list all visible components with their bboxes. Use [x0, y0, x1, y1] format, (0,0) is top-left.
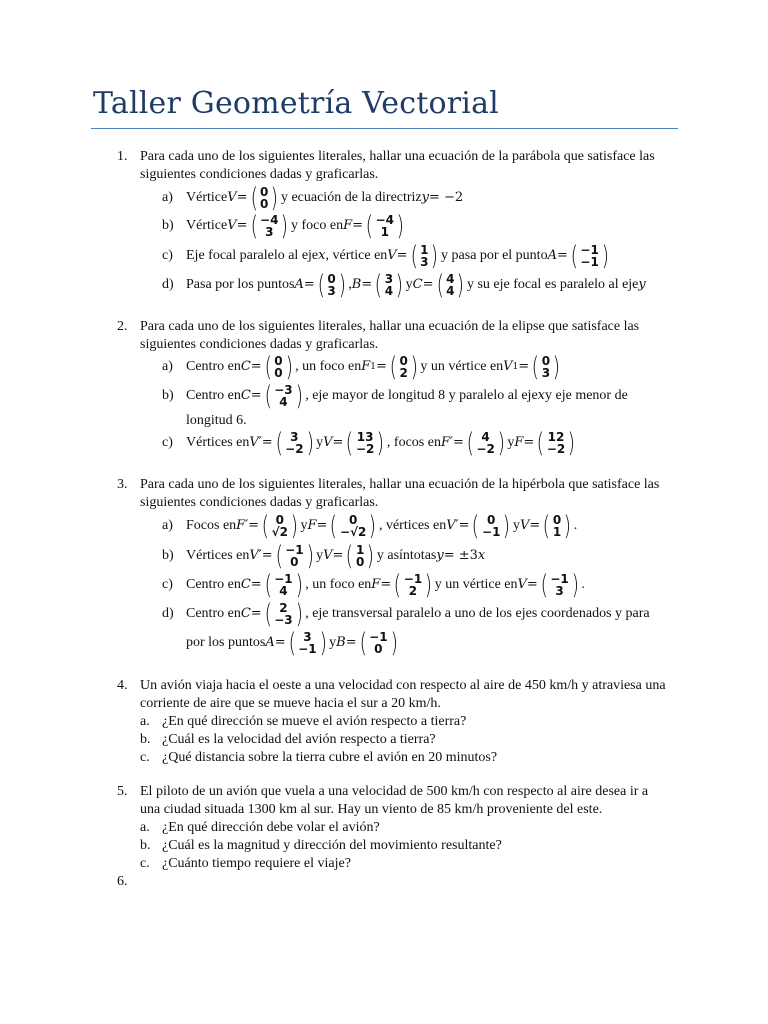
problem-5-item-a: ¿En qué dirección debe volar el avión?	[162, 820, 380, 835]
problem-5-item-b: ¿Cuál es la magnitud y dirección del movimiento resultante?	[162, 838, 502, 853]
vector: ( 2 −3 )	[264, 598, 303, 630]
vector: ( −1 3 )	[540, 569, 579, 601]
vector: ( 0 2 )	[389, 351, 418, 383]
problem-4-item-b-label: b.	[140, 732, 151, 747]
vector: ( −1 −1 )	[570, 240, 609, 272]
problem-1-item-d: d) Pasa por los puntos A = ( 0 3 ) , B = ( 3 4 ) y C = ( 4 4 ) y su eje focal es paralelo al eje y	[162, 269, 646, 301]
vector: ( −1 2 )	[393, 569, 433, 601]
item-label: b)	[162, 548, 174, 563]
problem-2-item-a: a) Centro en C = ( 0 0 ) , un foco en F 1 = ( 0 2 ) y un vértice en V 1 = ( 0 3 )	[162, 351, 561, 383]
vector: ( −1 0 )	[275, 540, 314, 572]
problem-3-item-a: a) Focos en F′ = ( 0 √2 ) y F = ( 0 −√2 ) , vértices en V′ = ( 0 −1 ) y V = ( 0 1 ) .	[162, 510, 578, 542]
item-label: c)	[162, 435, 173, 450]
problem-1-item-c: c) Eje focal paralelo al eje x , vértice en V = ( 1 3 ) y pasa por el punto A = ( −1 −1 )	[162, 240, 609, 272]
problem-3-number: 3.	[117, 477, 128, 492]
vector: ( −1 0 )	[359, 627, 398, 659]
problem-2-item-b: b) Centro en C = ( −3 4 ) , eje mayor de longitud 8 y paralelo al eje x y eje menor de	[162, 380, 628, 412]
vector: ( −3 4 )	[264, 380, 303, 412]
problem-2-number: 2.	[117, 319, 128, 334]
vector: ( 4 4 )	[436, 269, 465, 301]
vector: ( 0 0 )	[264, 351, 293, 383]
problem-1-line-2: siguientes condiciones dadas y graficarlas.	[140, 167, 379, 182]
problem-1-item-a: a) Vértice V = ( 0 0 ) y ecuación de la directriz y = −2	[162, 182, 464, 214]
item-label: b)	[162, 388, 174, 403]
problem-4-item-a: ¿En qué dirección se mueve el avión respecto a tierra?	[162, 714, 467, 729]
item-label: d)	[162, 606, 174, 621]
problem-5-item-c: ¿Cuánto tiempo requiere el viaje?	[162, 856, 351, 871]
vector: ( 12 −2 )	[536, 427, 576, 459]
vector: ( −4 1 )	[365, 210, 404, 242]
problem-6-number: 6.	[117, 874, 128, 889]
item-label: a)	[162, 190, 173, 205]
problem-4-line-1: Un avión viaja hacia el oeste a una velocidad con respecto al aire de 450 km/h y atraviesa una	[140, 678, 666, 693]
problem-3-item-d: d) Centro en C = ( 2 −3 ) , eje transversal paralelo a uno de los ejes coordenados y para	[162, 598, 650, 630]
vector: ( 0 0 )	[250, 182, 279, 214]
problem-3-line-2: siguientes condiciones dadas y graficarlas.	[140, 495, 379, 510]
vector: ( 0 −1 )	[472, 510, 511, 542]
item-label: c)	[162, 248, 173, 263]
item-label: a)	[162, 359, 173, 374]
problem-2-item-c: c) Vértices en V′ = ( 3 −2 ) y V = ( 13 −2 ) , focos en F′ = ( 4 −2 ) y F = ( 12 −2 )	[162, 427, 576, 459]
problem-4-item-b: ¿Cuál es la velocidad del avión respecto a tierra?	[162, 732, 436, 747]
problem-2-line-1: Para cada uno de los siguientes literales, hallar una ecuación de la elipse que satisface las	[140, 319, 640, 334]
vector: ( 4 −2 )	[466, 427, 505, 459]
vector: ( 1 3 )	[410, 240, 439, 272]
problem-1-number: 1.	[117, 149, 128, 164]
problem-1-line-1: Para cada uno de los siguientes literales, hallar una ecuación de la parábola que satisface las	[140, 149, 655, 164]
problem-4-item-a-label: a.	[140, 714, 150, 729]
problem-2-line-2: siguientes condiciones dadas y graficarlas.	[140, 337, 379, 352]
vector: ( 0 3 )	[317, 269, 346, 301]
vector: ( 0 −√2 )	[330, 510, 377, 542]
vector: ( 13 −2 )	[345, 427, 385, 459]
item-label: d)	[162, 277, 174, 292]
vector: ( 0 3 )	[531, 351, 561, 383]
problem-4-number: 4.	[117, 678, 128, 693]
vector: ( 3 −2 )	[275, 427, 314, 459]
problem-3-item-c: c) Centro en C = ( −1 4 ) , un foco en F = ( −1 2 ) y un vértice en V = ( −1 3 ) .	[162, 569, 585, 601]
problem-4-item-c-label: c.	[140, 750, 150, 765]
problem-4-item-c: ¿Qué distancia sobre la tierra cubre el avión en 20 minutos?	[162, 750, 498, 765]
title-underline	[91, 128, 678, 129]
vector: ( 1 0 )	[345, 540, 375, 572]
problem-1-item-b: b) Vértice V = ( −4 3 ) y foco en F = ( −4 1 )	[162, 210, 404, 242]
problem-4-line-2: corriente de aire que se mueve hacia el sur a 20 km/h.	[140, 696, 441, 711]
vector: ( −4 3 )	[250, 210, 289, 242]
problem-5-item-c-label: c.	[140, 856, 150, 871]
vector: ( −1 4 )	[264, 569, 303, 601]
problem-3-item-b: b) Vértices en V′ = ( −1 0 ) y V = ( 1 0 ) y asíntotas y = ±3 x	[162, 540, 486, 572]
item-label: c)	[162, 577, 173, 592]
problem-5-line-1: El piloto de un avión que vuela a una velocidad de 500 km/h con respecto al aire desea ir a	[140, 784, 649, 799]
vector: ( 3 −1 )	[288, 627, 327, 659]
problem-5-item-a-label: a.	[140, 820, 150, 835]
item-label: b)	[162, 218, 174, 233]
vector: ( 0 1 )	[542, 510, 572, 542]
problem-5-item-b-label: b.	[140, 838, 151, 853]
problem-5-number: 5.	[117, 784, 128, 799]
problem-3-item-d-continued: por los puntos A = ( 3 −1 ) y B = ( −1 0 )	[186, 627, 398, 659]
problem-2-item-b-continued: longitud 6.	[186, 413, 247, 428]
vector: ( 3 4 )	[374, 269, 404, 301]
vector: ( 0 √2 )	[261, 510, 298, 542]
item-label: a)	[162, 518, 173, 533]
problem-5-line-2: una ciudad situada 1300 km al sur. Hay un viento de 85 km/h proveniente del este.	[140, 802, 603, 817]
page-title: Taller Geometría Vectorial	[93, 86, 499, 121]
problem-3-line-1: Para cada uno de los siguientes literales, hallar una ecuación de la hipérbola que satisface las	[140, 477, 660, 492]
